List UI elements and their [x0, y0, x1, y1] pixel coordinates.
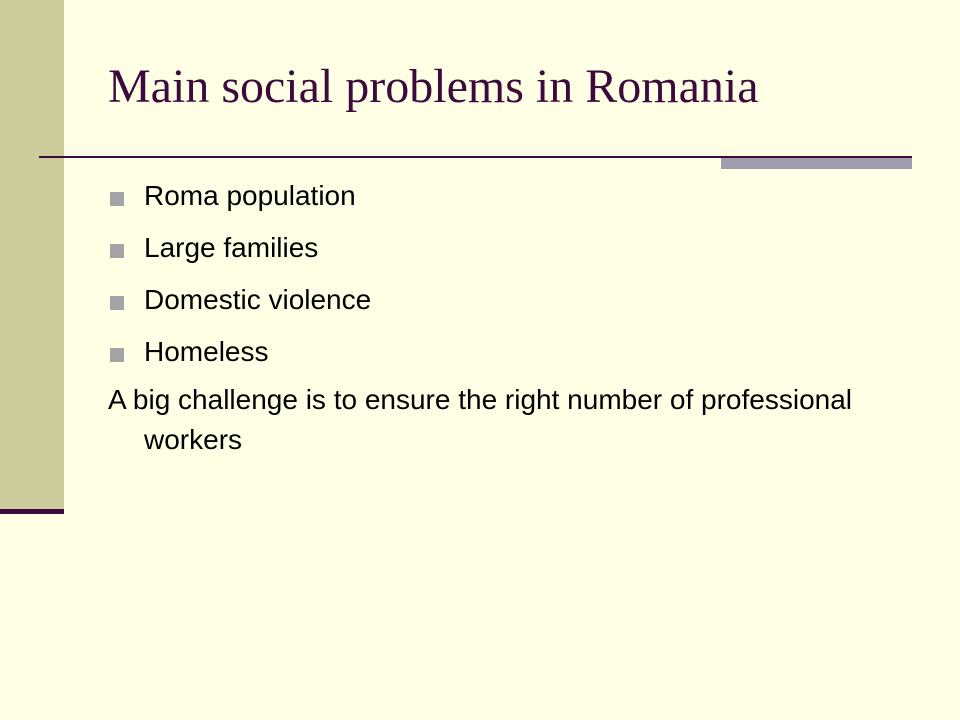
list-item [108, 226, 928, 278]
list-item [108, 330, 928, 382]
square-bullet-icon [110, 244, 124, 258]
challenge-note: A big challenge is to ensure the right number of professional workers [108, 384, 853, 455]
list-item [108, 278, 928, 330]
bullet-list [108, 174, 928, 460]
square-bullet-icon [110, 192, 124, 206]
side-accent-bar [0, 0, 64, 512]
list-item-text: Large families [144, 232, 319, 263]
title-underline-accent [721, 158, 912, 169]
list-item-text: Domestic violence [144, 284, 372, 315]
list-item-text: Roma population [144, 180, 356, 211]
square-bullet-icon [110, 348, 124, 362]
title-underline [39, 156, 721, 158]
side-accent-bar-base [0, 509, 64, 514]
list-item-text: Homeless [144, 336, 269, 367]
list-item [108, 174, 928, 226]
slide-title: Main social problems in Romania [108, 60, 759, 113]
square-bullet-icon [110, 296, 124, 310]
